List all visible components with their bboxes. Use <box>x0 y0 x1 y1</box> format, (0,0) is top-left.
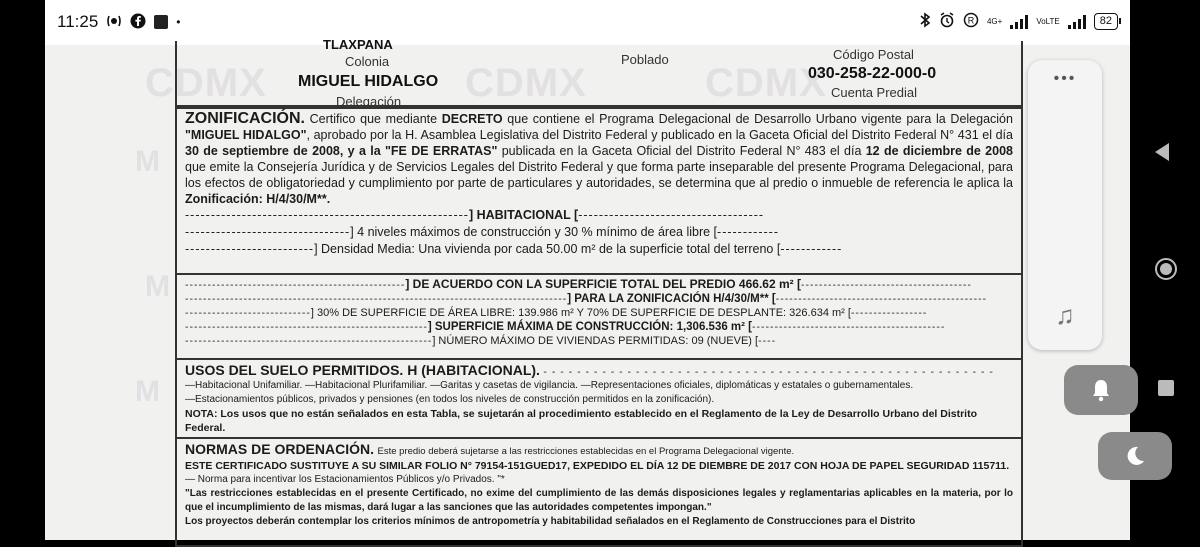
watermark-m: M <box>135 375 161 408</box>
normas-section <box>175 437 1023 547</box>
zonificacion-delegacion: "MIGUEL HIDALGO" <box>185 128 307 142</box>
poblado-label: Poblado <box>621 52 669 67</box>
zonificacion-text-2: que contiene el Programa Delegacional de Desarrollo Urbano vigente para la Delegación <box>507 112 1013 126</box>
codigo-postal-label: Código Postal <box>833 47 914 62</box>
volte-label: VoLTE <box>1036 16 1060 26</box>
superficie-line-1: -------------------------------------------------] DE ACUERDO CON LA SUPERFICIE TOTAL DEL PREDIO 466.62 m² [-------------------------------------- <box>185 277 972 291</box>
status-right-group <box>919 12 1118 31</box>
normas-line-1: ESTE CERTIFICADO SUSTITUYE A SU SIMILAR FOLIO N° 79154-151GUED17, EXPEDIDO EL DÍA 12 DE DIEMBRE DE 2017 CON HOJA DE PAPEL SEGURIDAD 115711. <box>185 460 1010 472</box>
bluetooth-icon <box>919 12 931 31</box>
delegacion-value: MIGUEL HIDALGO <box>298 73 439 90</box>
moon-icon <box>1123 444 1147 468</box>
zonificacion-title: ZONIFICACIÓN. <box>185 110 305 127</box>
zonificacion-section <box>175 105 1023 275</box>
zonificacion-text-3: , aprobado por la H. Asamblea Legislativa del Distrito Federal y publicado en la Gaceta Oficial del Distrito Federal N° 431 el día <box>306 128 1013 142</box>
bell-icon <box>1090 378 1112 402</box>
delegacion-label: Delegación <box>336 94 402 109</box>
svg-text:R: R <box>967 15 975 26</box>
registered-icon <box>963 12 979 31</box>
zonificacion-text-1: Certifico que mediante <box>309 112 438 126</box>
superficie-line-4: ------------------------------------------------------] SUPERFICIE MÁXIMA DE CONSTRUCCIÓN: 1,306.536 m² [------------------------------------------- <box>185 321 946 333</box>
zonificacion-text-4: publicada en la Gaceta Oficial del Distrito Federal N° 483 el día <box>501 144 862 158</box>
back-nav-icon[interactable] <box>1155 143 1169 161</box>
usos-line-1: —Habitacional Unifamiliar. —Habitacional Plurifamiliar. —Garitas y casetas de vigilancia. —Representaciones oficiales, diplomáticas y estatales o gubernamentales. <box>185 380 914 391</box>
document-photo <box>45 37 1130 540</box>
usos-title: USOS DEL SUELO PERMITIDOS. H (HABITACIONAL). - - - - - - - - - - - - - - - - - - - - - - - - - - - - - - - - - - - - - - - - - - - - - - - - - - - - - - <box>185 362 994 378</box>
colonia-label: Colonia <box>345 54 390 69</box>
normas-line-2: — Norma para incentivar los Estacionamientos Públicos y/o Privados. "* <box>185 474 505 485</box>
app-notification-icon <box>154 15 168 29</box>
zonificacion-text-5: que emite la Consejería Jurídica y de Servicios Legales del Distrito Federal y que forma parte inseparable del presente Programa Delegacional, para los efectos de obligatoriedad y cumplimiento por parte de particulares y autoridades, se determina que al predio o inmueble de referencia le aplica la <box>185 160 1013 190</box>
normas-line-3: "Las restricciones establecidas en el presente Certificado, no exime del cumplimiento de las demás disposiciones legales y reglamentarias aplicables en la materia, por lo que el incumplimiento de las mismas, dará lugar a las sanciones que las autoridades competentes impongan." <box>185 488 1013 513</box>
normas-title-line: NORMAS DE ORDENACIÓN. Este predio deberá sujetarse a las restricciones establecidas en el Programa Delegacional vigente. <box>185 441 795 457</box>
zonificacion-fecha-2: 12 de diciembre de 2008 <box>865 144 1013 158</box>
facebook-icon <box>130 13 146 32</box>
habitacional-line: -------------------------------------------------------] HABITACIONAL [------------------------------------ <box>185 208 765 222</box>
status-bar <box>45 0 1130 45</box>
zonificacion-clave: Zonificación: H/4/30/M**. <box>185 192 331 206</box>
battery-indicator: 82 <box>1094 13 1118 30</box>
usos-section <box>175 358 1023 439</box>
alarm-icon <box>939 12 955 31</box>
normas-line-4: Los proyectos deberán contemplar los criterios mínimos de antropometría y habitabilidad señalados en el Reglamento de Construcciones para el Distrito <box>185 516 916 527</box>
superficie-line-2: -------------------------------------------------------------------------------------] PARA LA ZONIFICACIÓN H/4/30/M** [----------------------------------------------- <box>185 293 988 305</box>
densidad-line: -------------------------] Densidad Media: Una vivienda por cada 50.00 m² de la superficie total del terreno [------------ <box>185 242 843 256</box>
status-left-group <box>57 12 180 32</box>
dark-mode-button[interactable] <box>1098 432 1172 480</box>
notification-bell-button[interactable] <box>1064 365 1138 415</box>
recent-apps-nav-icon[interactable] <box>1158 380 1174 396</box>
header-section <box>173 37 1033 109</box>
zonificacion-decreto: DECRETO <box>441 112 503 126</box>
home-nav-icon[interactable] <box>1155 258 1177 280</box>
signal-strength-icon <box>1010 15 1028 29</box>
niveles-line: --------------------------------] 4 niveles máximos de construcción y 30 % mínimo de área libre [------------ <box>185 225 779 239</box>
watermark: CDMX <box>145 61 267 105</box>
cuenta-predial-value: 030-258-22-000-0 <box>808 65 937 82</box>
cuenta-predial-label: Cuenta Predial <box>831 85 917 100</box>
signal-strength-2-icon <box>1068 15 1086 29</box>
superficie-section <box>175 273 1023 360</box>
call-wave-icon <box>106 14 122 31</box>
floating-side-panel[interactable] <box>1028 60 1102 350</box>
more-notifications-dot-icon: • <box>176 15 181 29</box>
more-options-icon[interactable]: ••• <box>1053 70 1077 87</box>
watermark: CDMX <box>465 61 587 105</box>
colonia-value: TLAXPANA <box>323 37 393 52</box>
usos-line-2: —Estacionamientos públicos, privados y pensiones (en todos los niveles de construcción permitidos en la zonificación). <box>185 394 715 405</box>
zonificacion-fecha-1: 30 de septiembre de 2008, y a la "FE DE ERRATAS" <box>185 144 498 158</box>
music-note-icon[interactable]: ♫ <box>1055 300 1075 330</box>
superficie-line-5: -------------------------------------------------------] NÚMERO MÁXIMO DE VIVIENDAS PERMITIDAS: 09 (NUEVE) [---- <box>185 335 777 347</box>
superficie-line-3: ----------------------------] 30% DE SUPERFICIE DE ÁREA LIBRE: 139.986 m² Y 70% DE SUPERFICIE DE DESPLANTE: 326.634 m² [----------------- <box>185 307 928 319</box>
usos-nota: NOTA: Los usos que no están señalados en esta Tabla, se sujetarán al procedimiento establecido en el Reglamento de la Ley de Desarrollo Urbano del Distrito Federal. <box>185 408 977 434</box>
clock: 11:25 <box>57 12 99 31</box>
left-black-border <box>0 0 45 540</box>
watermark-m: M <box>145 270 171 303</box>
network-type-label: 4G+ <box>986 16 1003 26</box>
watermark-m: M <box>135 145 161 178</box>
watermark: CDMX <box>705 61 827 105</box>
